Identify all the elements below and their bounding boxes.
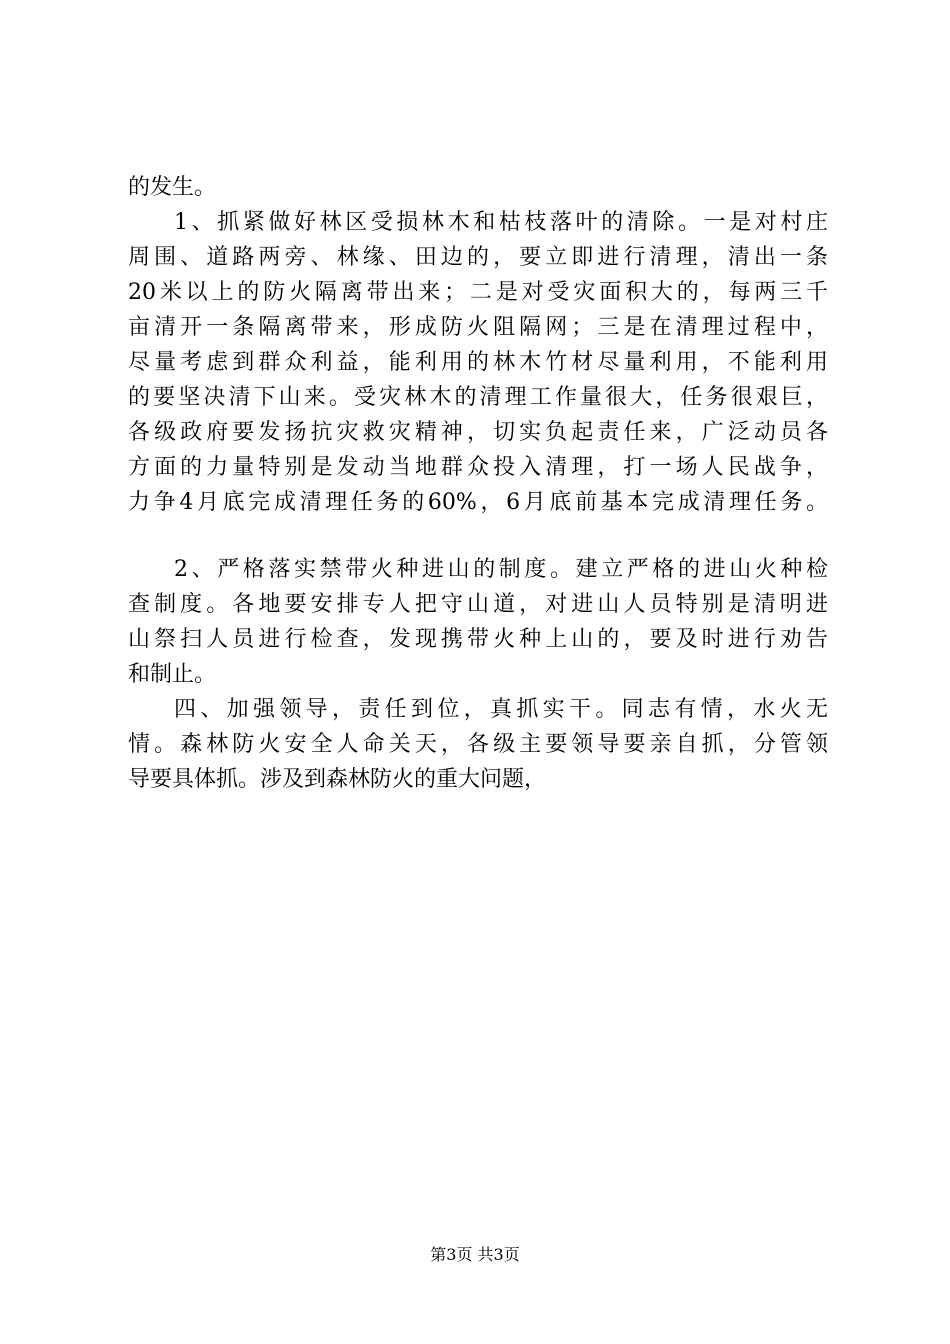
text-line: 和制止。 [128, 662, 217, 687]
text-line: 力争4月底完成清理任务的60%，6月底前基本完成清理任务。 [128, 490, 828, 515]
text-line: 的发生。 [128, 175, 217, 200]
page-number: 第3页 共3页 [430, 1245, 520, 1264]
text-line: 查制度。各地要安排专人把守山道，对进山人员特别是清明进 [128, 592, 828, 617]
document-body [128, 170, 828, 797]
text-line: 周围、道路两旁、林缘、田边的，要立即进行清理，清出一条 [128, 245, 828, 270]
paragraph-gap [128, 520, 828, 552]
text-line: 的要坚决清下山来。受灾林木的清理工作量很大，任务很艰巨， [128, 385, 828, 410]
text-line: 方面的力量特别是发动当地群众投入清理，打一场人民战争， [128, 455, 828, 480]
text-line: 各级政府要发扬抗灾救灾精神，切实负起责任来，广泛动员各 [128, 420, 828, 445]
text-line: 1、抓紧做好林区受损林木和枯枝落叶的清除。一是对村庄 [174, 210, 828, 235]
text-line: 亩清开一条隔离带来，形成防火阻隔网；三是在清理过程中， [128, 315, 828, 340]
text-line: 导要具体抓。涉及到森林防火的重大问题， [128, 767, 547, 792]
text-line: 山祭扫人员进行检查，发现携带火种上山的，要及时进行劝告 [128, 627, 828, 652]
text-line: 情。森林防火安全人命关天，各级主要领导要亲自抓，分管领 [128, 732, 828, 757]
text-line: 20米以上的防火隔离带出来；二是对受灾面积大的，每两三千 [128, 280, 828, 305]
text-line: 尽量考虑到群众利益，能利用的林木竹材尽量利用，不能利用 [128, 350, 828, 375]
page-footer [0, 1243, 950, 1267]
text-line: 四、加强领导，责任到位，真抓实干。同志有情，水火无 [174, 697, 828, 722]
text-line: 2、严格落实禁带火种进山的制度。建立严格的进山火种检 [174, 557, 828, 582]
